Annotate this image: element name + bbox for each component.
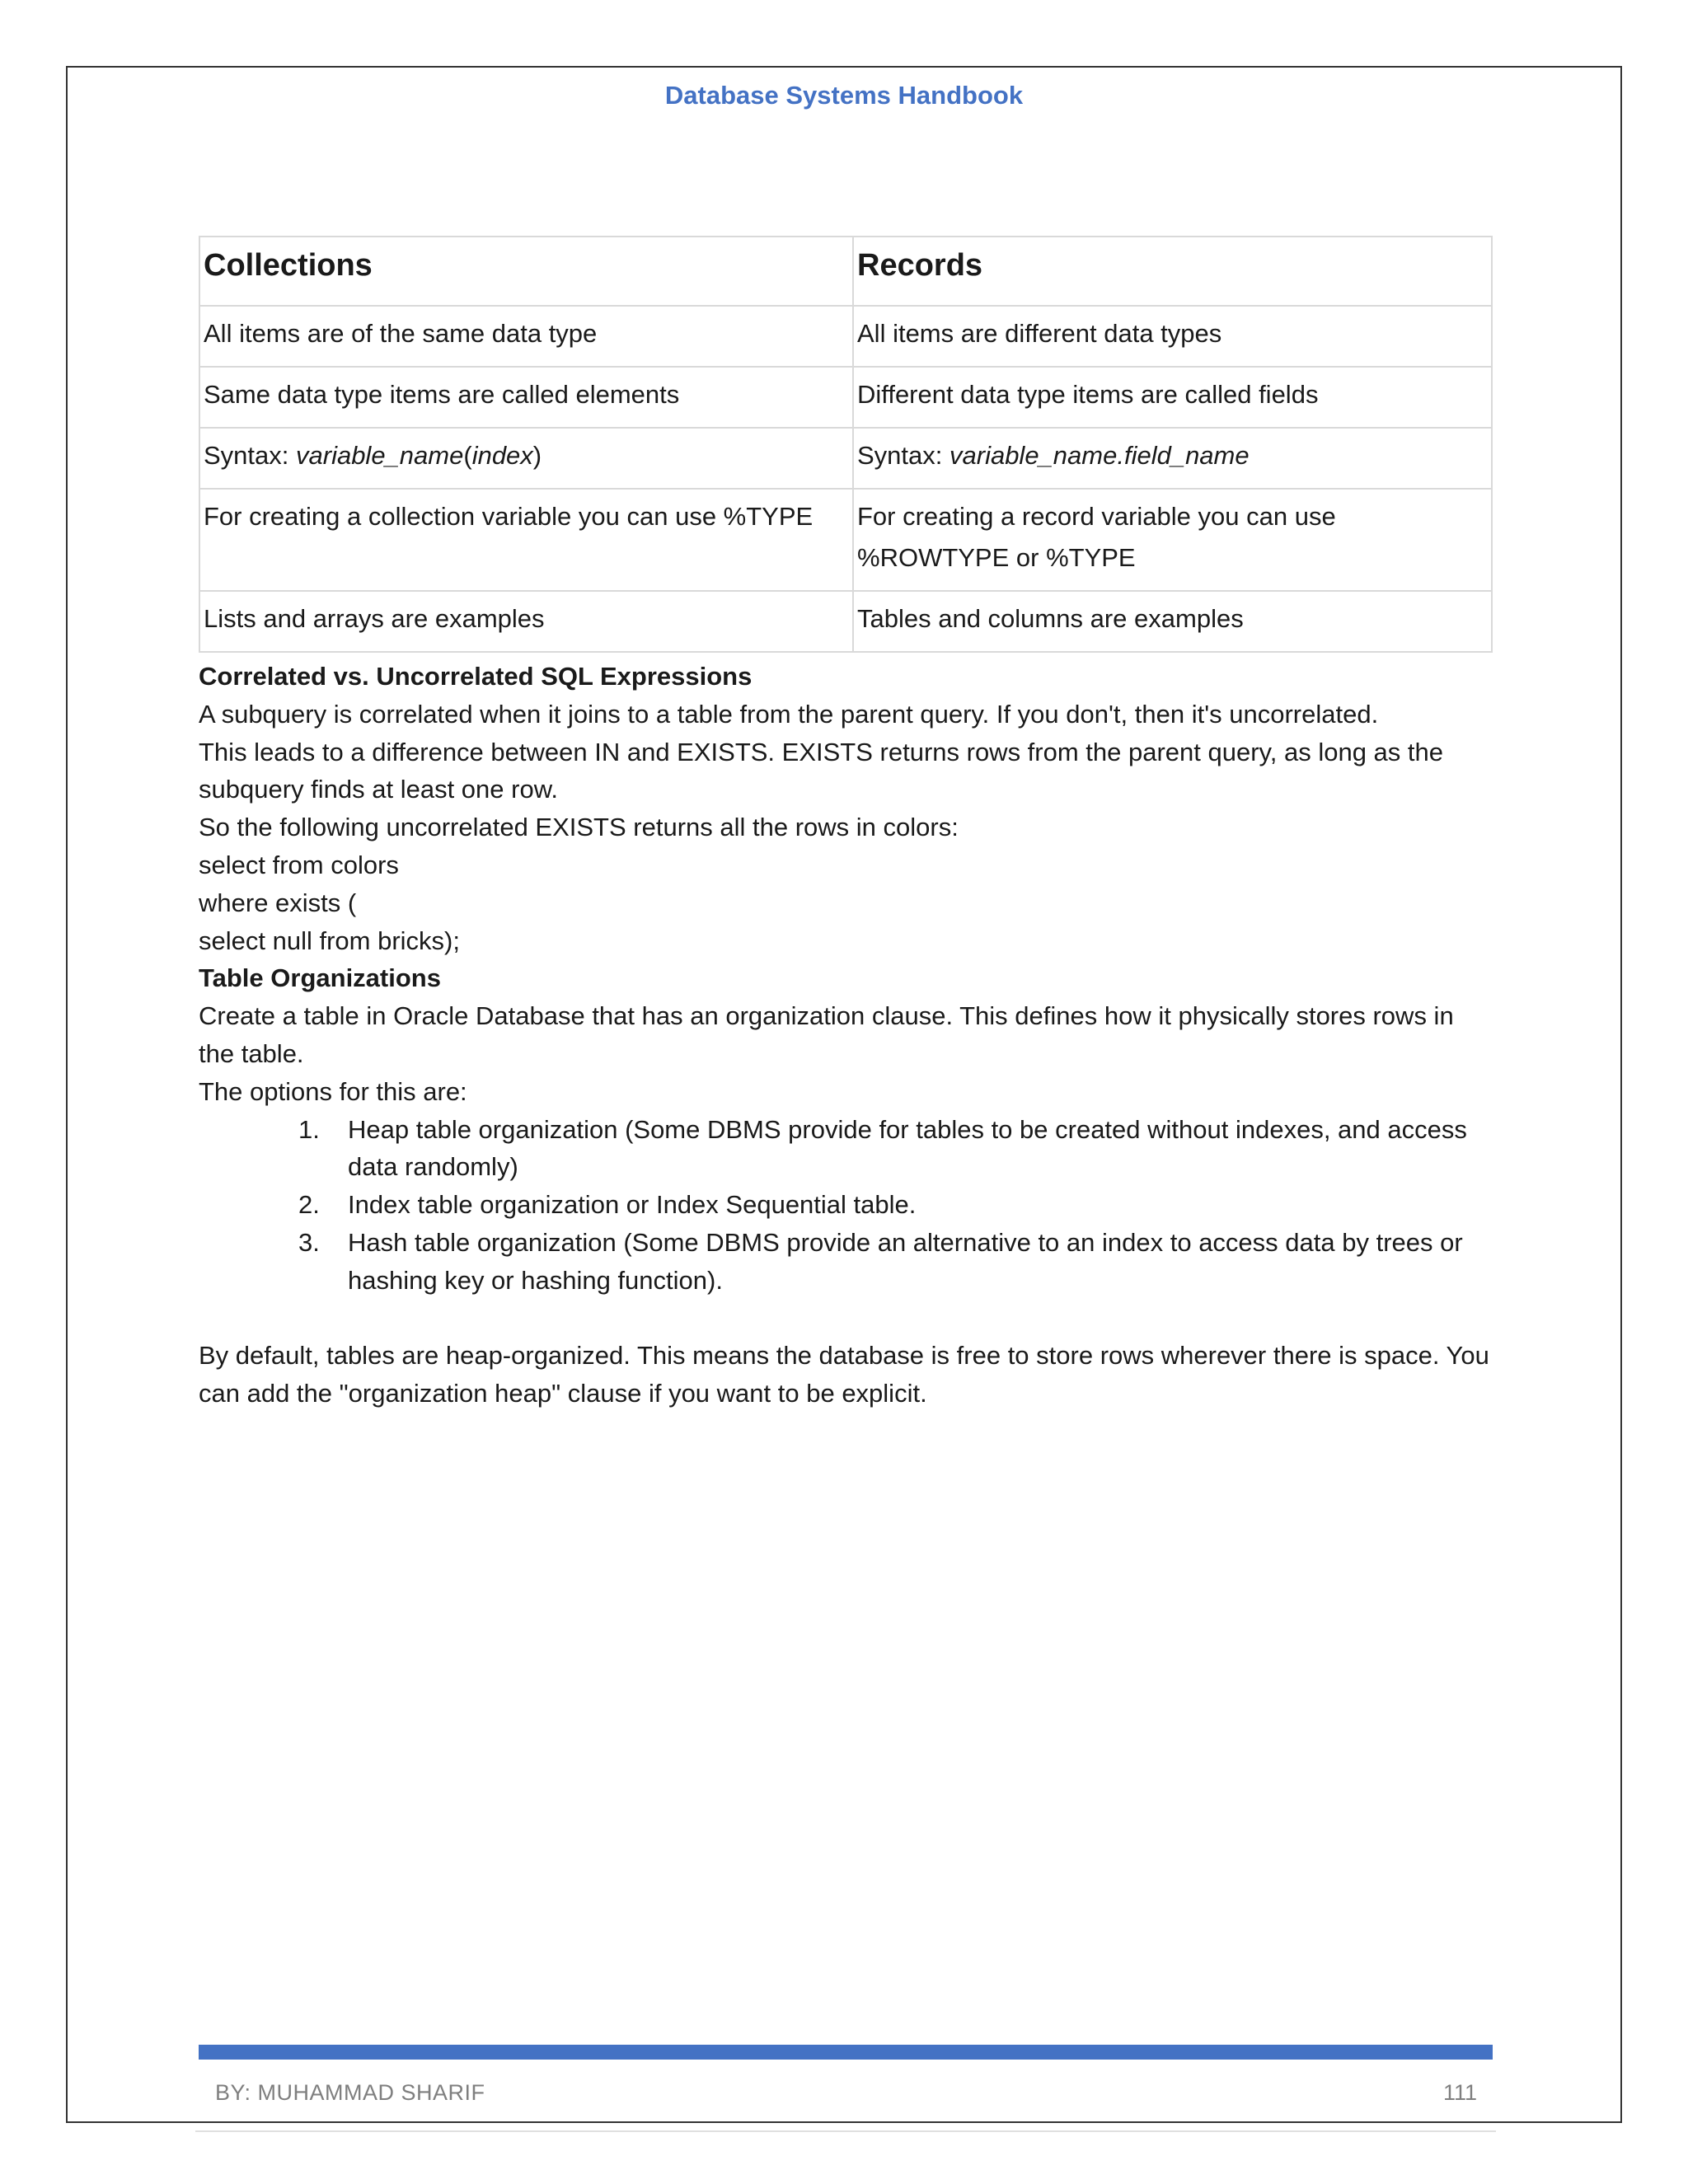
column-header-records: Records — [853, 237, 1492, 306]
syntax-index: index — [471, 441, 533, 470]
table-cell: Tables and columns are examples — [853, 591, 1492, 652]
syntax-variable-name: variable_name — [296, 441, 464, 470]
list-item — [199, 1111, 1493, 1187]
code-line: where exists ( — [199, 888, 357, 917]
paragraph: So the following uncorrelated EXISTS returns all the rows in colors: — [199, 813, 959, 842]
table-row — [199, 489, 1492, 591]
table-row — [199, 591, 1492, 652]
table-row — [199, 306, 1492, 367]
comparison-table — [199, 236, 1493, 653]
options-list — [199, 1111, 1493, 1300]
syntax-open-paren: ( — [463, 441, 472, 470]
column-header-collections: Collections — [199, 237, 853, 306]
list-item-text: Hash table organization (Some DBMS provide an alternative to an index to access data by trees or hashing key or hashing function). — [348, 1227, 1463, 1295]
syntax-close-paren: ) — [532, 441, 542, 470]
table-cell: Same data type items are called elements — [199, 367, 853, 428]
table-row — [199, 367, 1492, 428]
page-number: 111 — [1442, 2080, 1477, 2105]
table-cell: For creating a record variable you can use %ROWTYPE or %TYPE — [853, 489, 1492, 591]
table-cell: Lists and arrays are examples — [199, 591, 853, 652]
list-number: 1. — [298, 1114, 320, 1144]
blank-line — [199, 1300, 1493, 1338]
syntax-prefix: Syntax: — [857, 441, 950, 470]
list-item-text: Heap table organization (Some DBMS provide for tables to be created without indexes, and access data randomly) — [348, 1114, 1467, 1182]
table-cell: For creating a collection variable you can use %TYPE — [199, 489, 853, 591]
syntax-field-expression: variable_name.field_name — [950, 441, 1250, 470]
paragraph: This leads to a difference between IN and EXISTS. EXISTS returns rows from the parent query, as long as the subquery finds at least one row. — [199, 737, 1444, 804]
code-line: select null from bricks); — [199, 926, 460, 955]
list-number: 3. — [298, 1227, 320, 1257]
list-item — [199, 1186, 1493, 1224]
table-cell: All items are of the same data type — [199, 306, 853, 367]
table-cell: Different data type items are called fields — [853, 367, 1492, 428]
code-line: select from colors — [199, 850, 399, 879]
running-header: Database Systems Handbook — [664, 81, 1024, 110]
syntax-cell-collections — [199, 428, 853, 489]
list-item-text: Index table organization or Index Sequential table. — [348, 1190, 917, 1220]
syntax-cell-records — [853, 428, 1492, 489]
bottom-rule — [195, 2130, 1496, 2132]
paragraph: Create a table in Oracle Database that has an organization clause. This defines how it physically stores rows in the table. — [199, 1001, 1454, 1068]
paragraph: A subquery is correlated when it joins to a table from the parent query. If you don't, then it's uncorrelated. — [199, 699, 1379, 729]
list-item — [199, 1224, 1493, 1300]
footer-author: BY: MUHAMMAD SHARIF — [215, 2080, 485, 2105]
page-content — [199, 236, 1493, 1413]
footer-bar — [199, 2045, 1493, 2060]
paragraph: By default, tables are heap-organized. This means the database is free to store rows wherever there is space. You can add the "organization heap" clause if you want to be explicit. — [199, 1341, 1489, 1408]
syntax-prefix: Syntax: — [204, 441, 296, 470]
table-row-syntax — [199, 428, 1492, 489]
list-number: 2. — [298, 1190, 320, 1220]
paragraph: The options for this are: — [199, 1076, 467, 1106]
section-heading-correlated: Correlated vs. Uncorrelated SQL Expressions — [199, 662, 753, 691]
table-cell: All items are different data types — [853, 306, 1492, 367]
table-header-row — [199, 237, 1492, 306]
section-heading-table-organizations: Table Organizations — [199, 963, 441, 993]
